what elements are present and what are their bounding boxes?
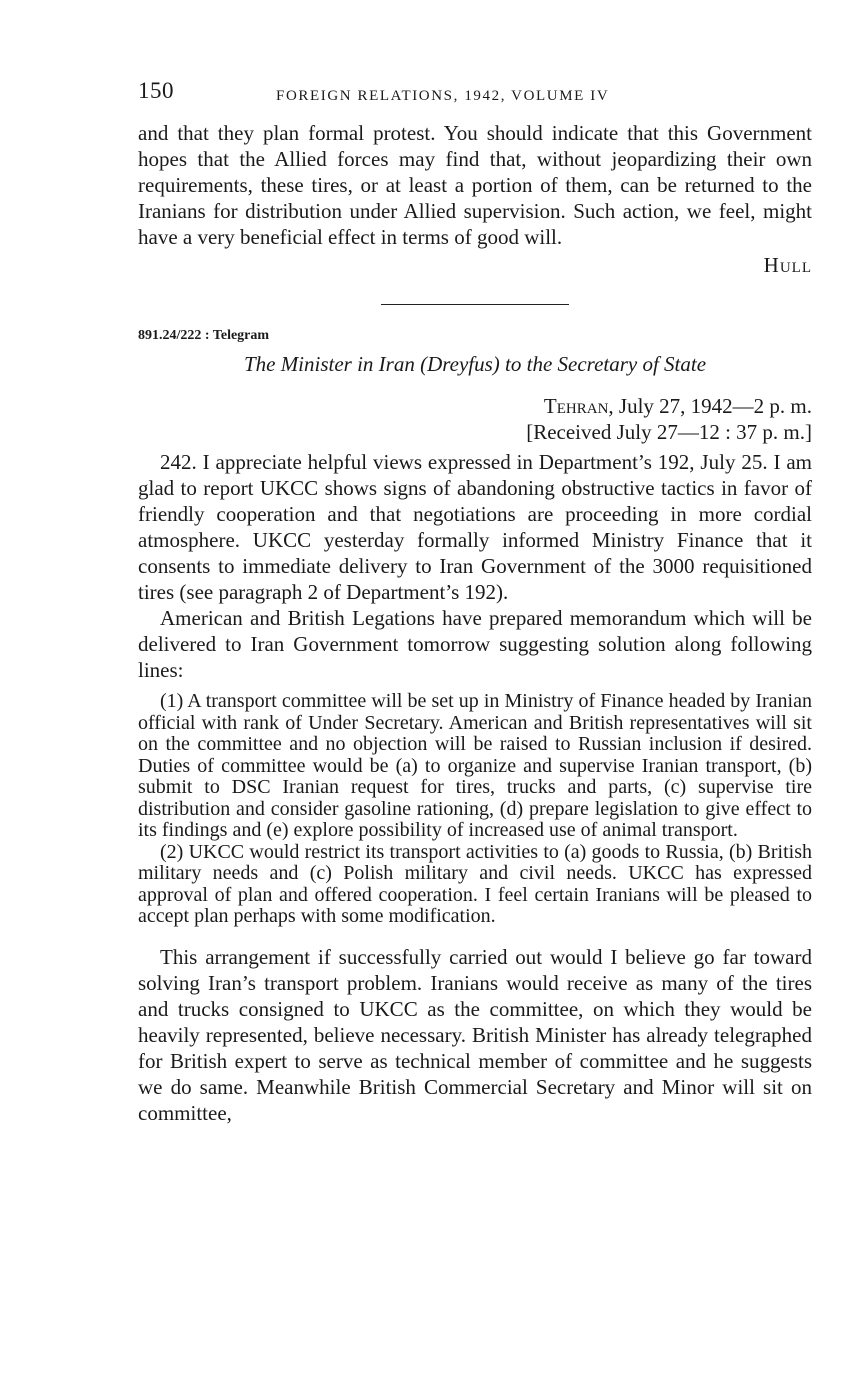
document-title: The Minister in Iran (Dreyfus) to the Secretary of State [243, 352, 707, 376]
file-reference: 891.24/222 : Telegram [138, 328, 270, 343]
telegram-paragraph: American and British Legations have prepared memorandum which will be delivered to Iran Government tomorrow suggesting solution along following lines: [138, 606, 812, 682]
dateline-date: , July 27, 1942—2 p. m. [608, 394, 812, 418]
dateline [138, 393, 812, 419]
running-head [138, 78, 812, 110]
previous-document-closing-paragraph: and that they plan formal protest. You should indicate that this Government hopes that the Allied forces may find that, without jeopardizing their own requirements, these tires, or at least a portion of them, can be returned to the Iranians for distribution under Allied supervision. Such action, we feel, might have a very beneficial effect in terms of good will. [138, 121, 812, 249]
signature: Hull [763, 253, 812, 277]
telegram-closing-paragraph: This arrangement if successfully carried out would I believe go far toward solving Iran’s transport problem. Iranians would receive as many of the tires and trucks consigned to UKCC as the committee, on which they would be heavily represented, believe necessary. British Minister has already telegraphed for British expert to serve as technical member of committee and he suggests we do same. Meanwhile British Commercial Secretary and Minor will sit on committee, [138, 944, 812, 1125]
proposal-points [138, 691, 812, 928]
document-page [138, 78, 812, 1126]
section-divider [381, 304, 569, 305]
received-line: [Received July 27—12 : 37 p. m.] [526, 420, 812, 444]
telegram-paragraph: 242. I appreciate helpful views expressed in Department’s 192, July 25. I am glad to report UKCC shows signs of abandoning obstructive tactics in favor of friendly cooperation and that negotiations are proceeding in more cordial atmosphere. UKCC yesterday formally informed Ministry Finance that it consents to immediate delivery to Iran Government of the 3000 requisitioned tires (see paragraph 2 of Department’s 192). [138, 450, 812, 604]
running-title: FOREIGN RELATIONS, 1942, VOLUME IV [276, 88, 610, 104]
proposal-point: (2) UKCC would restrict its transport activities to (a) goods to Russia, (b) British military needs and (c) Polish military and civil needs. UKCC has expressed approval of plan and offered cooperation. I feel certain Iranians will be pleased to accept plan perhaps with some modification. [138, 840, 812, 927]
dateline-place: Tehran [543, 394, 609, 418]
page-number: 150 [138, 78, 174, 103]
proposal-point: (1) A transport committee will be set up in Ministry of Finance headed by Iranian official with rank of Under Secretary. American and British representatives will sit on the committee and no objection will be raised to Russian inclusion if desired. Duties of committee would be (a) to organize and supervise Iranian transport, (b) submit to DSC Iranian request for tires, trucks and parts, (c) supervise tire distribution and consider gasoline rationing, (d) prepare legislation to give effect to its findings and (e) explore possibility of increased use of animal transport. [138, 690, 812, 841]
